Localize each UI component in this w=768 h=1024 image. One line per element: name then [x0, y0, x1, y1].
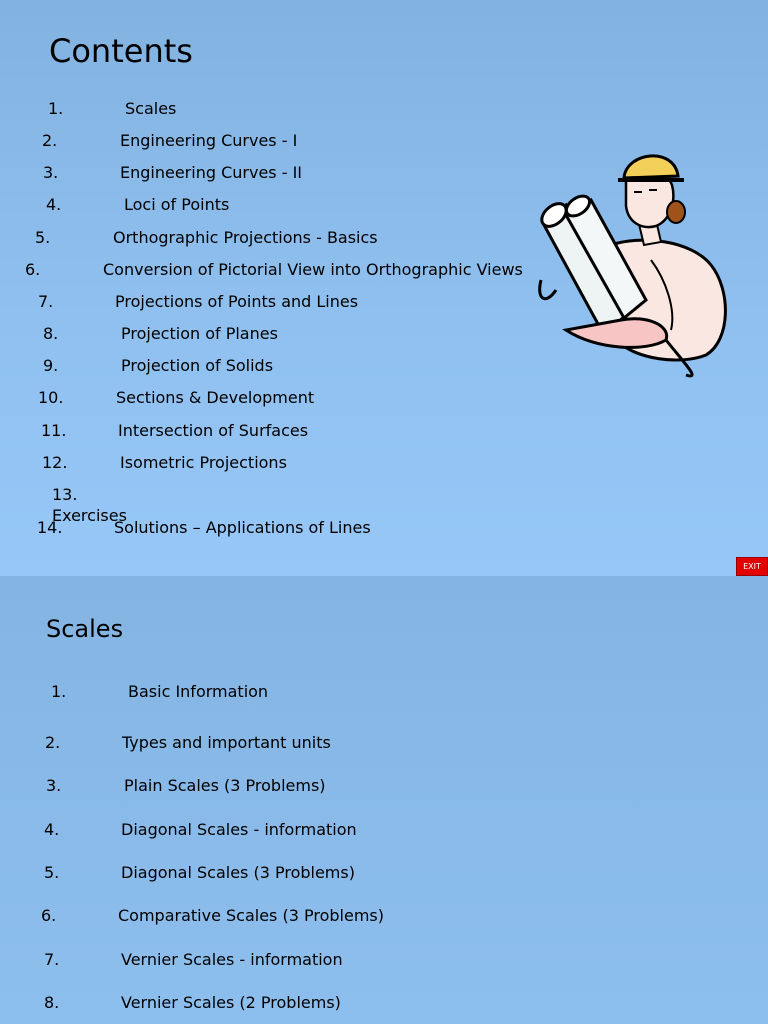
item-label: Solutions – Applications of Lines — [114, 518, 371, 537]
item-number: 2. — [45, 733, 61, 752]
item-label: Types and important units — [122, 733, 331, 752]
item-number: 11. — [41, 421, 67, 440]
item-label: Intersection of Surfaces — [118, 421, 309, 440]
item-label: Loci of Points — [124, 195, 230, 214]
item-number: 1. — [51, 682, 67, 701]
item-label: Diagonal Scales - information — [121, 820, 357, 839]
item-number: 8. — [43, 324, 59, 343]
item-label: Vernier Scales - information — [121, 950, 343, 969]
item-label: Engineering Curves - II — [120, 163, 303, 182]
item-label: Conversion of Pictorial View into Orthographic Views — [103, 260, 523, 279]
item-label: Projections of Points and Lines — [115, 292, 359, 311]
item-label: Projection of Planes — [121, 324, 278, 343]
item-label: Isometric Projections — [120, 453, 287, 472]
item-number: 12. — [42, 453, 68, 472]
item-label: Plain Scales (3 Problems) — [124, 776, 326, 795]
item-label: Exercises — [52, 506, 127, 525]
item-number: 7. — [44, 950, 60, 969]
item-number: 4. — [46, 195, 62, 214]
exit-button[interactable]: EXIT — [736, 557, 768, 576]
scales-title: Scales — [46, 615, 124, 643]
item-number: 3. — [46, 776, 62, 795]
item-number: 6. — [41, 906, 57, 925]
item-label: Engineering Curves - I — [120, 131, 298, 150]
item-number: 2. — [42, 131, 58, 150]
item-number: 5. — [35, 228, 51, 247]
item-number: 9. — [43, 356, 59, 375]
item-label: Projection of Solids — [121, 356, 274, 375]
item-number: 5. — [44, 863, 60, 882]
item-number: 8. — [44, 993, 60, 1012]
item-number: 1. — [48, 99, 64, 118]
item-label: Comparative Scales (3 Problems) — [118, 906, 384, 925]
item-label: Orthographic Projections - Basics — [113, 228, 378, 247]
item-number: 14. — [37, 518, 63, 537]
item-number: 7. — [38, 292, 54, 311]
item-number: 13. — [52, 485, 78, 504]
item-number: 3. — [43, 163, 59, 182]
scales-slide — [0, 576, 768, 1024]
item-label: Vernier Scales (2 Problems) — [121, 993, 341, 1012]
engineer-clipart — [526, 140, 736, 380]
contents-title: Contents — [49, 32, 193, 70]
item-number: 4. — [44, 820, 60, 839]
item-label: Diagonal Scales (3 Problems) — [121, 863, 355, 882]
item-label: Basic Information — [128, 682, 269, 701]
item-label: Sections & Development — [116, 388, 315, 407]
item-label: Scales — [125, 99, 177, 118]
item-number: 10. — [38, 388, 64, 407]
item-number: 6. — [25, 260, 41, 279]
